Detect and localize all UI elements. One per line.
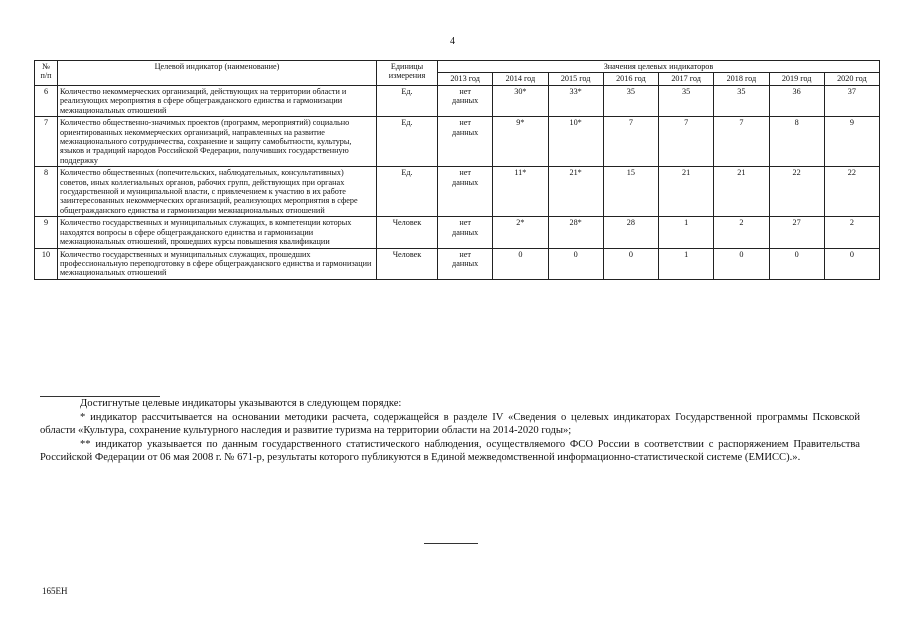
header-year: 2014 год: [493, 73, 548, 85]
document-code: 165ЕН: [42, 586, 68, 596]
indicators-table: [34, 60, 880, 280]
indicator-value: 22: [769, 167, 824, 217]
indicator-value: 7: [659, 117, 714, 167]
unit-of-measure: Человек: [377, 248, 438, 279]
header-name: Целевой индикатор (наименование): [58, 61, 377, 86]
indicator-value: 7: [603, 117, 658, 167]
header-year: 2017 год: [659, 73, 714, 85]
unit-of-measure: Человек: [377, 217, 438, 248]
indicator-value: 35: [714, 85, 769, 116]
indicator-name: Количество общественно-значимых проектов (программ, мероприятий) социально ориентированных некоммерческих организаций, направленных на развитие межнационального сотрудничества, сохранение и защиту самобытности, культуры, языков и традиций народов Российской Федерации, получивших государственную поддержку: [58, 117, 377, 167]
end-divider: [424, 543, 478, 544]
indicator-value: 22: [824, 167, 879, 217]
indicator-value: 0: [548, 248, 603, 279]
indicator-value: 2: [824, 217, 879, 248]
indicator-value: 0: [714, 248, 769, 279]
unit-of-measure: Ед.: [377, 85, 438, 116]
indicator-value: 28: [603, 217, 658, 248]
indicator-name: Количество государственных и муниципальных служащих, в компетенции которых находятся вопросы в сфере общегражданского единства и гармонизации межнациональных отношений, прошедших курсы повышения квалификации: [58, 217, 377, 248]
indicator-value: нет данных: [438, 167, 493, 217]
indicator-value: 21: [659, 167, 714, 217]
indicator-value: нет данных: [438, 85, 493, 116]
indicator-value: 0: [824, 248, 879, 279]
indicator-value: 9: [824, 117, 879, 167]
header-values-group: Значения целевых индикаторов: [438, 61, 880, 73]
indicator-value: нет данных: [438, 248, 493, 279]
row-number: 7: [35, 117, 58, 167]
page-number: 4: [450, 36, 455, 47]
header-no: № п/п: [35, 61, 58, 86]
indicator-value: 1: [659, 248, 714, 279]
indicator-value: 30*: [493, 85, 548, 116]
footnote-single-star: * индикатор рассчитывается на основании методики расчета, содержащейся в разделе IV «Сведения о целевых индикаторах Государственной программы Псковской области «Культура, сохранение культурного наследия и развитие туризма на территории области на 2014-2020 годы»;: [40, 411, 860, 437]
unit-of-measure: Ед.: [377, 117, 438, 167]
header-year: 2015 год: [548, 73, 603, 85]
indicator-value: 35: [603, 85, 658, 116]
unit-of-measure: Ед.: [377, 167, 438, 217]
row-number: 9: [35, 217, 58, 248]
indicator-value: 35: [659, 85, 714, 116]
indicator-value: 10*: [548, 117, 603, 167]
header-unit: Единицы измерения: [377, 61, 438, 86]
footnote-intro: Достигнутые целевые индикаторы указываются в следующем порядке:: [80, 398, 402, 409]
row-number: 10: [35, 248, 58, 279]
indicator-value: 27: [769, 217, 824, 248]
indicator-value: 0: [493, 248, 548, 279]
table-row: [35, 167, 880, 217]
table-row: [35, 85, 880, 116]
indicator-value: нет данных: [438, 217, 493, 248]
indicator-name: Количество общественных (попечительских, наблюдательных, консультативных) советов, иных коллегиальных органов, рабочих групп, действующих при органах государственной и муниципальной власти, с привлечением к участию в их работе заинтересованных некоммерческих организаций, реализующих мероприятия в сфере общегражданского единства и гармонизации межнациональных отношений: [58, 167, 377, 217]
indicator-value: 15: [603, 167, 658, 217]
indicator-value: 9*: [493, 117, 548, 167]
header-year: 2013 год: [438, 73, 493, 85]
indicator-value: 33*: [548, 85, 603, 116]
indicator-value: 1: [659, 217, 714, 248]
table-row: [35, 117, 880, 167]
indicator-value: 37: [824, 85, 879, 116]
footnotes: [40, 397, 860, 465]
indicator-value: 2*: [493, 217, 548, 248]
header-year: 2016 год: [603, 73, 658, 85]
indicator-name: Количество некоммерческих организаций, действующих на территории области и реализующих мероприятия в сфере общегражданского единства и гармонизации межнациональных отношений: [58, 85, 377, 116]
indicator-value: 0: [769, 248, 824, 279]
table-header-row: [35, 61, 880, 73]
indicator-value: 21*: [548, 167, 603, 217]
header-year: 2019 год: [769, 73, 824, 85]
indicator-value: 28*: [548, 217, 603, 248]
table-row: [35, 217, 880, 248]
table-row: [35, 248, 880, 279]
header-year: 2018 год: [714, 73, 769, 85]
indicator-name: Количество государственных и муниципальных служащих, прошедших профессиональную переподготовку в сфере общегражданского единства и гармонизации межнациональных отношений: [58, 248, 377, 279]
indicator-value: нет данных: [438, 117, 493, 167]
row-number: 6: [35, 85, 58, 116]
header-year: 2020 год: [824, 73, 879, 85]
indicator-value: 7: [714, 117, 769, 167]
indicator-value: 36: [769, 85, 824, 116]
indicator-value: 0: [603, 248, 658, 279]
indicator-value: 21: [714, 167, 769, 217]
footnote-double-star: ** индикатор указывается по данным государственного статистического наблюдения, осуществляемого ФСО России в соответствии с распоряжением Правительства Российской Федерации от 06 мая 2008 г. № 671-р, результаты которого публикуются в Единой межведомственной информационно-статистической системе (ЕМИСС).».: [40, 438, 860, 464]
indicator-value: 8: [769, 117, 824, 167]
indicator-value: 11*: [493, 167, 548, 217]
indicator-value: 2: [714, 217, 769, 248]
row-number: 8: [35, 167, 58, 217]
